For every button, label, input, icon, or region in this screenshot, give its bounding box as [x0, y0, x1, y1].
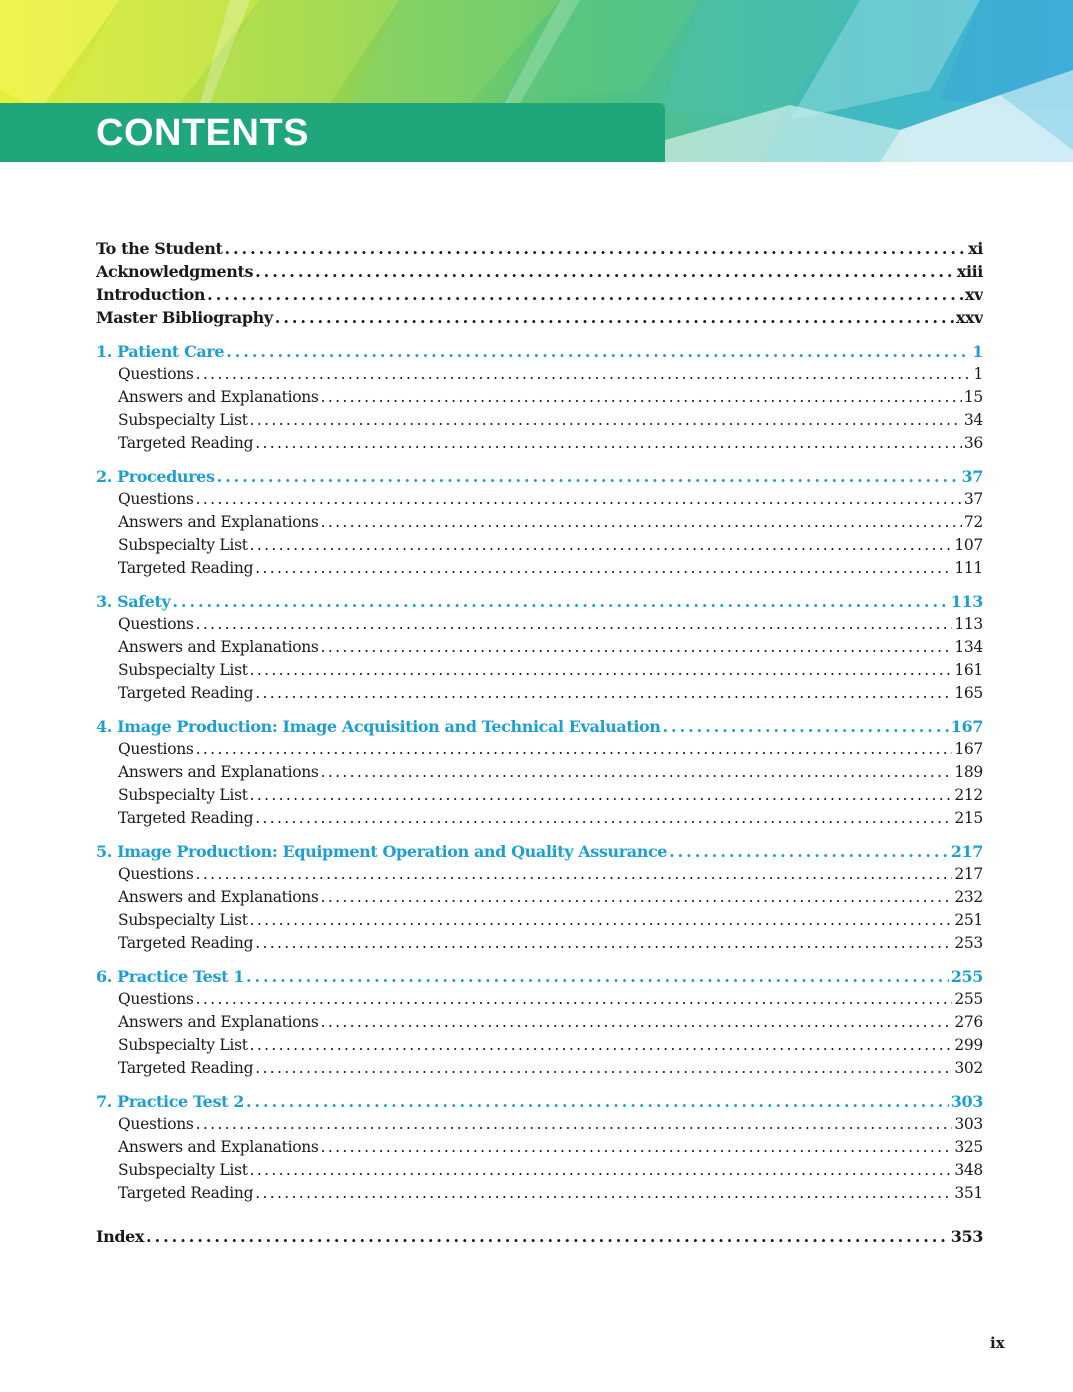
chapter-page: 1 [972, 342, 983, 361]
subentry-page: 303 [954, 1115, 983, 1133]
subentry-page: 1 [973, 365, 983, 383]
chapter-page: 303 [950, 1092, 983, 1111]
subentry-page: 232 [954, 888, 983, 906]
toc-subentry[interactable] [96, 386, 983, 409]
subentry-page: 253 [954, 934, 983, 952]
dot-leader [196, 738, 953, 761]
subentry-page: 161 [954, 661, 983, 679]
subentry-label: Questions [118, 1115, 194, 1133]
toc-subentry[interactable] [96, 1034, 983, 1057]
dot-leader [250, 534, 953, 557]
toc-entry-page: xi [968, 239, 983, 258]
subentry-label: Answers and Explanations [118, 763, 319, 781]
subentry-page: 255 [954, 990, 983, 1008]
toc-entry-page: xxv [955, 308, 983, 327]
toc-chapter-7[interactable] [96, 1090, 983, 1113]
chapter-title: 7. Practice Test 2 [96, 1092, 244, 1111]
chapter-title: 1. Patient Care [96, 342, 225, 361]
subentry-label: Targeted Reading [118, 684, 254, 702]
subentry-label: Subspecialty List [118, 661, 248, 679]
dot-leader [196, 363, 972, 386]
table-of-contents [96, 237, 983, 1248]
subentry-label: Subspecialty List [118, 536, 248, 554]
toc-subentry[interactable] [96, 432, 983, 455]
subentry-page: 111 [954, 559, 983, 577]
subentry-label: Targeted Reading [118, 1184, 254, 1202]
toc-subentry[interactable] [96, 784, 983, 807]
dot-leader [255, 1057, 952, 1080]
dot-leader [196, 988, 953, 1011]
dot-leader [146, 1225, 949, 1248]
toc-entry-introduction[interactable] [96, 283, 983, 306]
dot-leader [246, 965, 949, 988]
subentry-page: 165 [954, 684, 983, 702]
subentry-label: Answers and Explanations [118, 388, 319, 406]
subentry-label: Answers and Explanations [118, 1138, 319, 1156]
toc-subentry[interactable] [96, 682, 983, 705]
chapter-page: 255 [950, 967, 983, 986]
toc-entry-index[interactable] [96, 1225, 983, 1248]
toc-entry-label: Acknowledgments [96, 262, 254, 281]
dot-leader [250, 909, 953, 932]
toc-subentry[interactable] [96, 761, 983, 784]
toc-subentry[interactable] [96, 1113, 983, 1136]
toc-subentry[interactable] [96, 1011, 983, 1034]
dot-leader [275, 306, 954, 329]
subentry-label: Questions [118, 990, 194, 1008]
toc-subentry[interactable] [96, 409, 983, 432]
toc-entry-page: 353 [950, 1227, 983, 1246]
dot-leader [669, 840, 949, 863]
dot-leader [250, 1159, 953, 1182]
toc-chapter-2[interactable] [96, 465, 983, 488]
dot-leader [196, 1113, 953, 1136]
subentry-page: 302 [954, 1059, 983, 1077]
chapter-page: 217 [950, 842, 983, 861]
toc-chapter-1[interactable] [96, 340, 983, 363]
page-title: CONTENTS [96, 112, 309, 154]
dot-leader [172, 590, 948, 613]
subentry-page: 212 [954, 786, 983, 804]
toc-entry-label: To the Student [96, 239, 223, 258]
subentry-label: Questions [118, 490, 194, 508]
subentry-page: 348 [954, 1161, 983, 1179]
dot-leader [250, 784, 953, 807]
toc-chapter-4[interactable] [96, 715, 983, 738]
toc-subentry[interactable] [96, 909, 983, 932]
toc-entry-page: xv [964, 285, 983, 304]
dot-leader [255, 260, 955, 283]
dot-leader [196, 488, 962, 511]
subentry-page: 351 [954, 1184, 983, 1202]
chapter-page: 167 [950, 717, 983, 736]
subentry-page: 72 [963, 513, 983, 531]
subentry-page: 167 [954, 740, 983, 758]
subentry-page: 215 [954, 809, 983, 827]
dot-leader [255, 932, 952, 955]
page-number: ix [990, 1334, 1005, 1352]
subentry-label: Targeted Reading [118, 934, 254, 952]
dot-leader [246, 1090, 949, 1113]
dot-leader [217, 465, 960, 488]
dot-leader [321, 1011, 953, 1034]
dot-leader [321, 1136, 953, 1159]
toc-entry-label: Master Bibliography [96, 308, 273, 327]
subentry-label: Targeted Reading [118, 434, 254, 452]
subentry-page: 34 [963, 411, 983, 429]
toc-chapter-6[interactable] [96, 965, 983, 988]
dot-leader [255, 1182, 952, 1205]
subentry-label: Subspecialty List [118, 786, 248, 804]
dot-leader [250, 1034, 953, 1057]
chapter-title: 4. Image Production: Image Acquisition and Technical Evaluation [96, 717, 661, 736]
dot-leader [196, 613, 953, 636]
toc-subentry[interactable] [96, 613, 983, 636]
dot-leader [255, 682, 952, 705]
dot-leader [250, 409, 962, 432]
toc-subentry[interactable] [96, 636, 983, 659]
subentry-label: Questions [118, 740, 194, 758]
toc-entry-label: Introduction [96, 285, 206, 304]
chapter-page: 113 [950, 592, 983, 611]
toc-subentry[interactable] [96, 1159, 983, 1182]
subentry-label: Targeted Reading [118, 559, 254, 577]
dot-leader [321, 511, 962, 534]
toc-subentry[interactable] [96, 886, 983, 909]
toc-subentry[interactable] [96, 534, 983, 557]
subentry-page: 107 [954, 536, 983, 554]
toc-subentry[interactable] [96, 511, 983, 534]
subentry-label: Targeted Reading [118, 809, 254, 827]
dot-leader [255, 432, 962, 455]
subentry-label: Answers and Explanations [118, 513, 319, 531]
subentry-page: 251 [954, 911, 983, 929]
subentry-page: 36 [963, 434, 983, 452]
toc-subentry[interactable] [96, 557, 983, 580]
toc-subentry[interactable] [96, 1182, 983, 1205]
toc-subentry[interactable] [96, 932, 983, 955]
toc-subentry[interactable] [96, 863, 983, 886]
dot-leader [663, 715, 949, 738]
subentry-page: 15 [963, 388, 983, 406]
toc-subentry[interactable] [96, 1057, 983, 1080]
chapter-title: 3. Safety [96, 592, 171, 611]
dot-leader [224, 237, 966, 260]
dot-leader [196, 863, 953, 886]
toc-subentry[interactable] [96, 738, 983, 761]
dot-leader [321, 886, 953, 909]
subentry-label: Answers and Explanations [118, 638, 319, 656]
subentry-page: 299 [954, 1036, 983, 1054]
subentry-label: Targeted Reading [118, 1059, 254, 1077]
subentry-page: 37 [963, 490, 983, 508]
subentry-page: 325 [954, 1138, 983, 1156]
toc-subentry[interactable] [96, 363, 983, 386]
subentry-label: Subspecialty List [118, 411, 248, 429]
dot-leader [255, 807, 952, 830]
subentry-label: Subspecialty List [118, 1036, 248, 1054]
dot-leader [255, 557, 952, 580]
dot-leader [321, 386, 962, 409]
toc-subentry[interactable] [96, 488, 983, 511]
chapter-page: 37 [961, 467, 983, 486]
toc-entry-master-bibliography[interactable] [96, 306, 983, 329]
toc-entry-page: xiii [956, 262, 983, 281]
subentry-label: Subspecialty List [118, 1161, 248, 1179]
toc-entry-to-the-student[interactable] [96, 237, 983, 260]
dot-leader [321, 636, 953, 659]
toc-subentry[interactable] [96, 659, 983, 682]
chapter-title: 6. Practice Test 1 [96, 967, 244, 986]
subentry-label: Answers and Explanations [118, 888, 319, 906]
toc-entry-label: Index [96, 1227, 145, 1246]
chapter-title: 5. Image Production: Equipment Operation and Quality Assurance [96, 842, 668, 861]
toc-subentry[interactable] [96, 988, 983, 1011]
toc-chapter-3[interactable] [96, 590, 983, 613]
dot-leader [226, 340, 970, 363]
subentry-page: 113 [954, 615, 983, 633]
subentry-label: Answers and Explanations [118, 1013, 319, 1031]
chapter-title: 2. Procedures [96, 467, 215, 486]
toc-subentry[interactable] [96, 807, 983, 830]
subentry-page: 189 [954, 763, 983, 781]
toc-entry-acknowledgments[interactable] [96, 260, 983, 283]
toc-subentry[interactable] [96, 1136, 983, 1159]
dot-leader [321, 761, 953, 784]
subentry-label: Subspecialty List [118, 911, 248, 929]
subentry-label: Questions [118, 865, 194, 883]
dot-leader [250, 659, 953, 682]
subentry-page: 134 [954, 638, 983, 656]
dot-leader [207, 283, 963, 306]
subentry-page: 217 [954, 865, 983, 883]
subentry-page: 276 [954, 1013, 983, 1031]
subentry-label: Questions [118, 365, 194, 383]
subentry-label: Questions [118, 615, 194, 633]
toc-chapter-5[interactable] [96, 840, 983, 863]
